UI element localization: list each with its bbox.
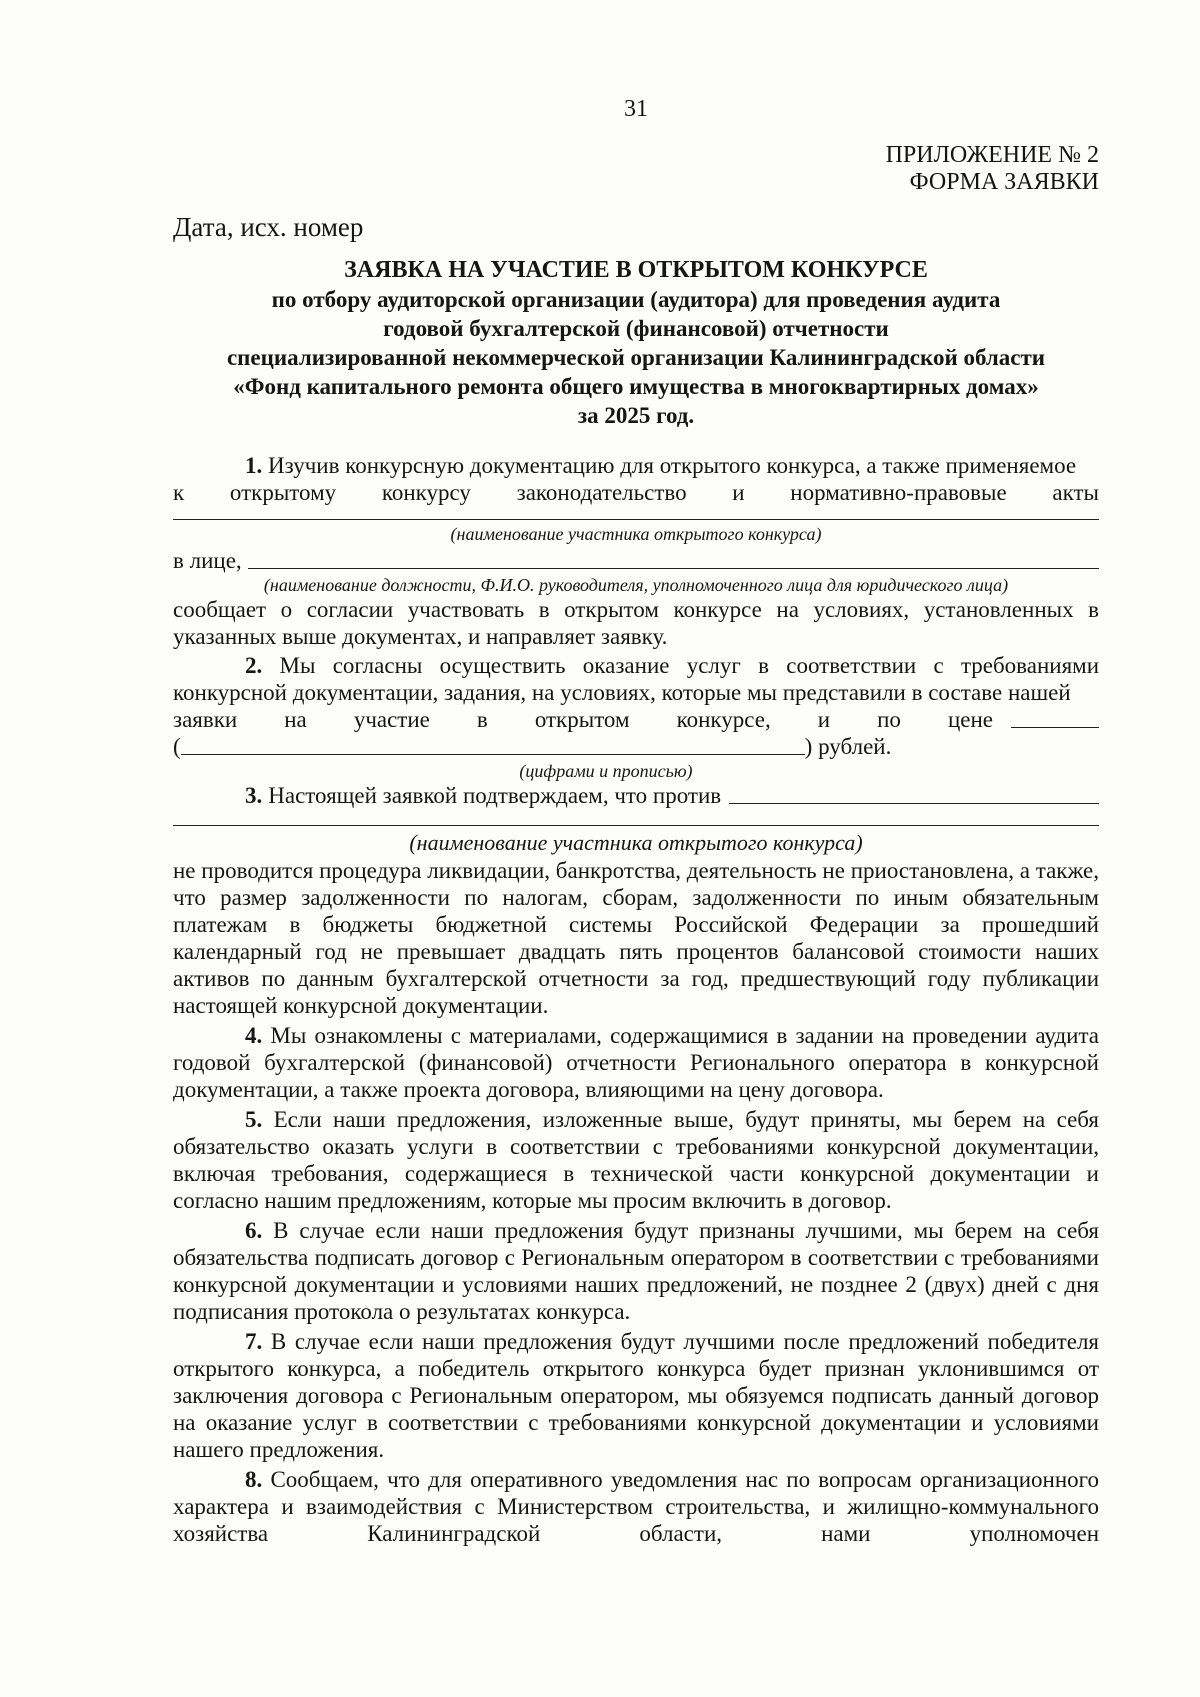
paragraph-6 (173, 1217, 1099, 1325)
paragraph-number: 3. (245, 783, 263, 808)
word: акты (1052, 480, 1099, 505)
document-title (173, 256, 1099, 430)
word: и (817, 707, 831, 732)
title-line-6: за 2025 год. (577, 403, 695, 428)
paragraph-4-text: Мы ознакомлены с материалами, содержащимися в задании на проведении аудита годовой бухгалтерской (финансовой) отчетности Регионального оператора в конкурсной документации, а также проекта договора, влияющими на цену договора. (173, 1023, 1099, 1102)
word: по (877, 707, 901, 732)
word: к (173, 480, 185, 505)
word: заявки (173, 707, 238, 732)
paragraph-1-line-2 (173, 479, 1099, 506)
participant-blank-full (173, 809, 1099, 826)
word: на (284, 707, 307, 732)
word: законодательство (516, 480, 687, 505)
word: в (476, 707, 488, 732)
paragraph-1-text: сообщает о согласии участвовать в открытом конкурсе на условиях, установленных в указанных выше документах, и направляет заявку. (173, 597, 1099, 649)
paragraph-3-intro: Настоящей заявкой подтверждаем, что против (268, 783, 722, 808)
paragraph-7 (173, 1328, 1099, 1463)
word: участие (353, 707, 430, 732)
paragraph-1 (173, 452, 1099, 650)
paragraph-5 (173, 1106, 1099, 1214)
paragraph-2-line-3 (173, 706, 1011, 733)
representative-caption: (наименование должности, Ф.И.О. руководителя, уполномоченного лица для юридического лица) (263, 575, 1009, 595)
word: конкурсе, (676, 707, 771, 732)
date-outgoing-number-label: Дата, исх. номер (173, 212, 364, 242)
appendix-header (886, 142, 1099, 196)
participant-name-blank (173, 509, 1099, 520)
price-words-blank (181, 734, 805, 755)
title-line-4: специализированной некоммерческой организации Калининградской области (226, 345, 1046, 370)
paragraph-5-text: Если наши предложения, изложенные выше, будут приняты, мы берем на себя обязательство оказать услуги в соответствии с требованиями конкурсной документации, включая требования, содержащиеся в технической части конкурсной документации и согласно нашим предложениям, которые мы просим включить в договор. (173, 1107, 1099, 1213)
rubles-label: ) рублей. (804, 734, 892, 759)
word: нормативно-правовые (790, 480, 1007, 505)
paragraph-7-text: В случае если наши предложения будут лучшими после предложений победителя открытого конкурса, а победитель открытого конкурса будет признан уклонившимся от заключения договора с Региональным оператором, мы обязуемся подписать данный договор на оказание услуг в соответствии с требованиями конкурсной документации и условиями нашего предложения. (173, 1329, 1099, 1462)
paragraph-8-text: Сообщаем, что для оперативного уведомления нас по вопросам организационного характера и взаимодействия с Министерством строительства, и жилищно-коммунального хозяйства Калининградской области, нами уполномочен (173, 1467, 1099, 1546)
paragraph-number: 1. (245, 453, 263, 478)
price-caption: (цифрами и прописью) (519, 761, 693, 781)
paragraph-2-text: Мы согласны осуществить оказание услуг в соответствии с требованиями конкурсной документации, задания, на условиях, которые мы представили в составе нашей (173, 653, 1100, 705)
representative-blank (248, 548, 1099, 569)
paragraph-number: 4. (245, 1023, 263, 1048)
document-body (173, 452, 1099, 1547)
open-paren: ( (173, 734, 181, 759)
title-line-3: годовой бухгалтерской (финансовой) отчетности (383, 316, 889, 341)
paragraph-4 (173, 1022, 1099, 1103)
paragraph-3-text: не проводится процедура ликвидации, банкротства, деятельность не приостановлена, а также, что размер задолженности по налогам, сборам, задолженности по иным обязательным платежам в бюджеты бюджетной системы Российской Федерации за прошедший календарный год не превышает двадцать пять процентов балансовой стоимости наших активов по данным бухгалтерской отчетности за год, предшествующий году публикации настоящей конкурсной документации. (173, 858, 1099, 1018)
paragraph-number: 7. (245, 1329, 263, 1354)
paragraph-3 (173, 782, 1099, 1019)
word: цене (947, 707, 993, 732)
paragraph-number: 2. (245, 653, 263, 678)
title-line-1: ЗАЯВКА НА УЧАСТИЕ В ОТКРЫТОМ КОНКУРСЕ (344, 257, 928, 283)
word: открытом (534, 707, 630, 732)
word: и (732, 480, 745, 505)
in-person-label: в лице, (173, 548, 242, 573)
paragraph-number: 5. (245, 1107, 263, 1132)
participant-blank-inline (729, 783, 1099, 804)
word: конкурсу (381, 480, 471, 505)
word: открытому (229, 480, 337, 505)
title-line-2: по отбору аудиторской организации (аудитора) для проведения аудита (271, 287, 1001, 312)
participant-name-caption: (наименование участника открытого конкурса) (450, 524, 822, 544)
participant-caption: (наименование участника открытого конкурса) (409, 830, 863, 855)
page-number: 31 (624, 96, 648, 122)
paragraph-1-line-1: Изучив конкурсную документацию для открытого конкурса, а также применяемое (268, 453, 1077, 478)
paragraph-number: 6. (245, 1218, 263, 1243)
paragraph-2 (173, 652, 1099, 782)
appendix-form-label: ФОРМА ЗАЯВКИ (909, 169, 1099, 195)
paragraph-8 (173, 1466, 1099, 1547)
paragraph-number: 8. (245, 1467, 263, 1492)
title-line-5: «Фонд капитального ремонта общего имущества в многоквартирных домах» (233, 374, 1039, 399)
paragraph-6-text: В случае если наши предложения будут признаны лучшими, мы берем на себя обязательства подписать договор с Региональным оператором в соответствии с требованиями конкурсной документации и условиями наших предложений, не позднее 2 (двух) дней с дня подписания протокола о результатах конкурса. (173, 1218, 1100, 1324)
price-blank-short (1011, 707, 1099, 728)
appendix-number: ПРИЛОЖЕНИЕ № 2 (885, 142, 1099, 168)
